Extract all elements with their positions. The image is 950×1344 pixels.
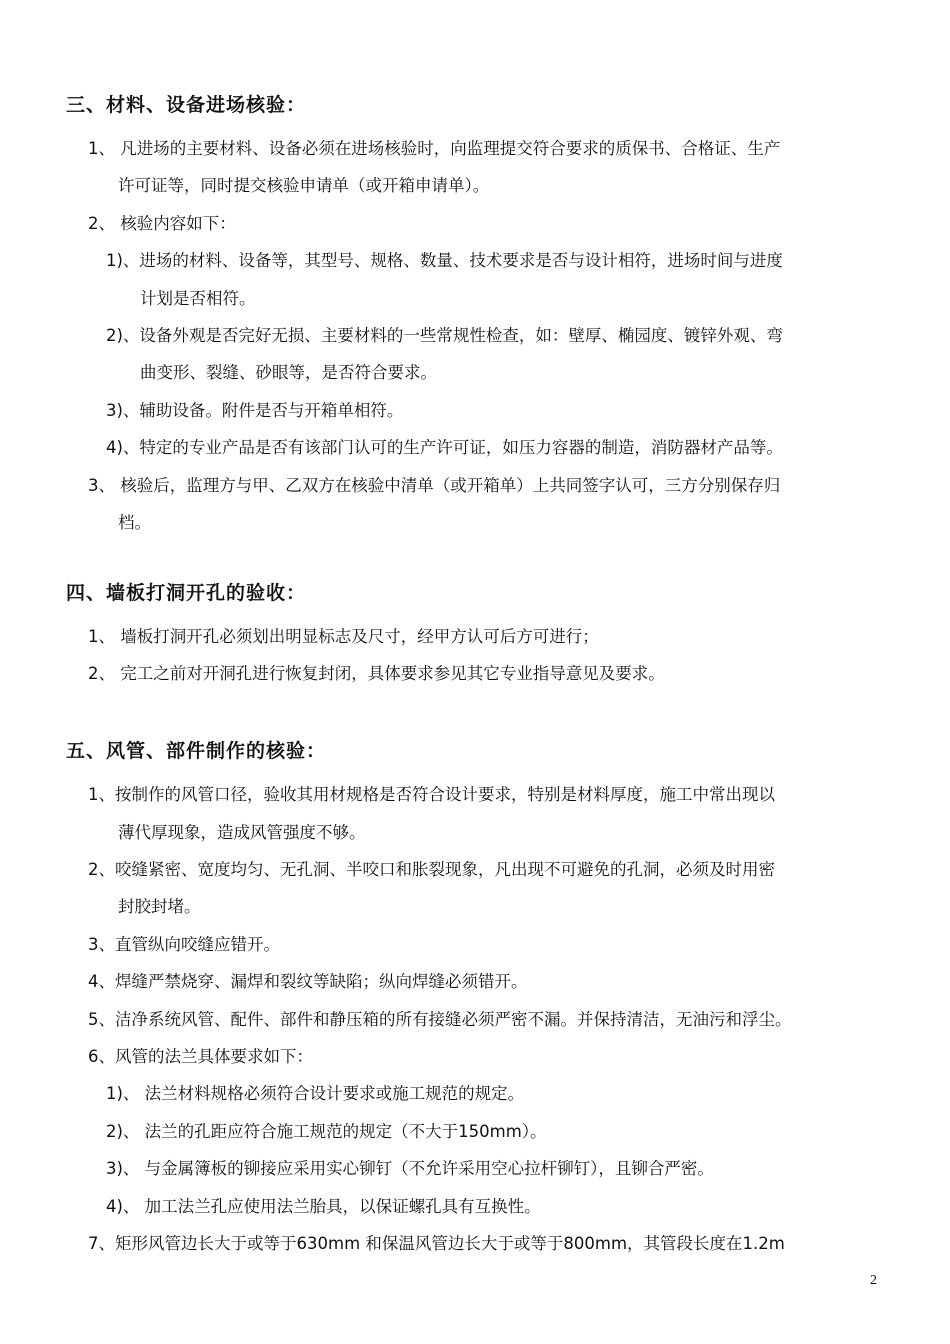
paragraph-line: 封胶封堵。 [118,897,201,916]
paragraph-line: 1、 凡进场的主要材料、设备必须在进场核验时，向监理提交符合要求的质保书、合格证、生产 [88,139,781,158]
page-number: 2 [870,1273,877,1288]
paragraph-line: 5、洁净系统风管、配件、部件和静压箱的所有接缝必须严密不漏。并保持清洁，无油污和浮尘。 [88,1010,792,1029]
paragraph-line: 6、风管的法兰具体要求如下： [88,1047,313,1066]
paragraph-line: 2)、设备外观是否完好无损、主要材料的一些常规性检查，如：壁厚、椭园度、镀锌外观、弯 [106,326,783,345]
paragraph-line: 7、矩形风管边长大于或等于630mm 和保温风管边长大于或等于800mm，其管段长度在1.2m [88,1234,785,1253]
paragraph-line: 3、 核验后，监理方与甲、乙双方在核验中清单（或开箱单）上共同签字认可，三方分别保存归 [88,476,781,495]
paragraph-line: 4、焊缝严禁烧穿、漏焊和裂纹等缺陷；纵向焊缝必须错开。 [88,972,528,991]
section-heading-4: 四、墙板打洞开孔的验收： [66,582,307,604]
paragraph-line: 许可证等，同时提交核验申请单（或开箱申请单）。 [118,176,490,195]
paragraph-line: 3、直管纵向咬缝应错开。 [88,935,280,954]
paragraph-line: 2)、 法兰的孔距应符合施工规范的规定（不大于150mm）。 [106,1122,547,1141]
paragraph-line: 薄代厚现象，造成风管强度不够。 [118,823,366,842]
paragraph-line: 2、 完工之前对开洞孔进行恢复封闭，具体要求参见其它专业指导意见及要求。 [88,664,665,683]
paragraph-line: 档。 [118,513,151,532]
paragraph-line: 3)、 与金属簿板的铆接应采用实心铆钉（不允许采用空心拉杆铆钉），且铆合严密。 [106,1159,714,1178]
paragraph-line: 1)、 法兰材料规格必须符合设计要求或施工规范的规定。 [106,1084,525,1103]
paragraph-line: 1、按制作的风管口径，验收其用材规格是否符合设计要求，特别是材料厚度，施工中常出现以 [88,785,775,804]
section-heading-5: 五、风管、部件制作的核验： [66,740,327,762]
paragraph-line: 4)、特定的专业产品是否有该部门认可的生产许可证，如压力容器的制造，消防器材产品等。 [106,438,783,457]
paragraph-line: 3)、辅助设备。附件是否与开箱单相符。 [106,401,404,420]
paragraph-line: 1)、进场的材料、设备等，其型号、规格、数量、技术要求是否与设计相符，进场时间与进度 [106,251,783,270]
paragraph-line: 2、 核验内容如下： [88,214,236,233]
paragraph-line: 曲变形、裂缝、砂眼等，是否符合要求。 [140,363,437,382]
paragraph-line: 计划是否相符。 [140,289,256,308]
paragraph-line: 4)、 加工法兰孔应使用法兰胎具，以保证螺孔具有互换性。 [106,1197,541,1216]
section-heading-3: 三、材料、设备进场核验： [66,94,307,116]
paragraph-line: 1、 墙板打洞开孔必须划出明显标志及尺寸，经甲方认可后方可进行； [88,627,599,646]
paragraph-line: 2、咬缝紧密、宽度均匀、无孔洞、半咬口和胀裂现象，凡出现不可避免的孔洞，必须及时用密 [88,860,775,879]
